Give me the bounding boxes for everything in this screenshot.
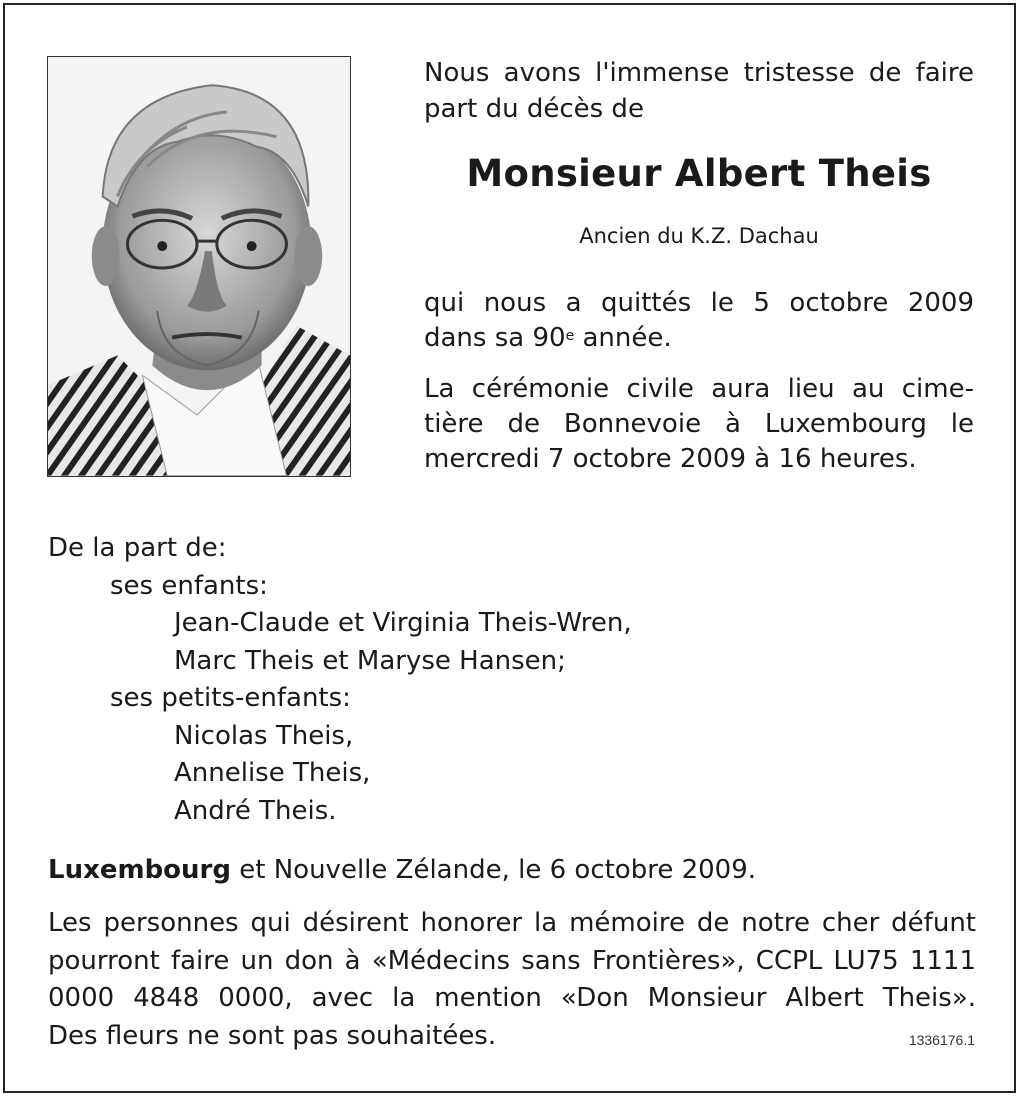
grandchild-entry: Nicolas Theis,	[174, 720, 354, 751]
death-announcement	[424, 286, 974, 356]
reference-number: 1336176.1	[908, 1032, 975, 1048]
grandchild-entry: Annelise Theis,	[174, 758, 371, 788]
intro-text	[424, 55, 974, 127]
death-age-superscript: e	[565, 328, 575, 344]
child-entry: Marc Theis et Maryse Hansen;	[174, 645, 566, 676]
donation-line-1: Les personnes qui désirent honorer la mémoire de notre cher défunt	[48, 908, 976, 938]
ceremony-details	[424, 372, 974, 477]
child-entry: Jean-Claude et Virginia Theis-Wren,	[174, 608, 632, 638]
family-intro: De la part de:	[48, 533, 227, 563]
donation-line-4: Des fleurs ne sont pas souhaitées.	[48, 1020, 497, 1051]
donation-line-2: pourront faire un don à «Médecins sans Frontières», CCPL LU75 1111	[48, 945, 976, 976]
death-age-prefix: dans sa 90	[424, 323, 566, 353]
deceased-name: Monsieur Albert Theis	[466, 152, 932, 195]
intro-line-1: Nous avons l'immense tristesse de faire	[424, 58, 974, 88]
donation-notice	[48, 905, 976, 1055]
grandchild-entry: André Theis.	[174, 795, 337, 826]
grandchildren-label: ses petits-enfants:	[110, 683, 351, 713]
intro-line-2: part du décès de	[424, 94, 644, 124]
place-rest: et Nouvelle Zélande, le 6 octobre 2009.	[231, 855, 757, 885]
children-label: ses enfants:	[110, 570, 268, 601]
portrait-photo	[47, 56, 351, 477]
ceremony-line-1: La cérémonie civile aura lieu au cime-	[424, 374, 974, 404]
place-bold: Luxembourg	[48, 855, 231, 885]
death-line-1: qui nous a quittés le 5 octobre 2009	[424, 288, 974, 318]
deceased-subtitle: Ancien du K.Z. Dachau	[579, 224, 819, 248]
family-list	[48, 530, 978, 830]
place-date-line	[48, 852, 978, 888]
death-age-suffix: année.	[574, 323, 672, 353]
ceremony-line-3: mercredi 7 octobre 2009 à 16 heures.	[424, 444, 917, 474]
death-line-2	[424, 321, 974, 356]
donation-line-3: 0000 4848 0000, avec la mention «Don Monsieur Albert Theis».	[48, 983, 976, 1013]
ceremony-line-2: tière de Bonnevoie à Luxembourg le	[424, 409, 974, 439]
